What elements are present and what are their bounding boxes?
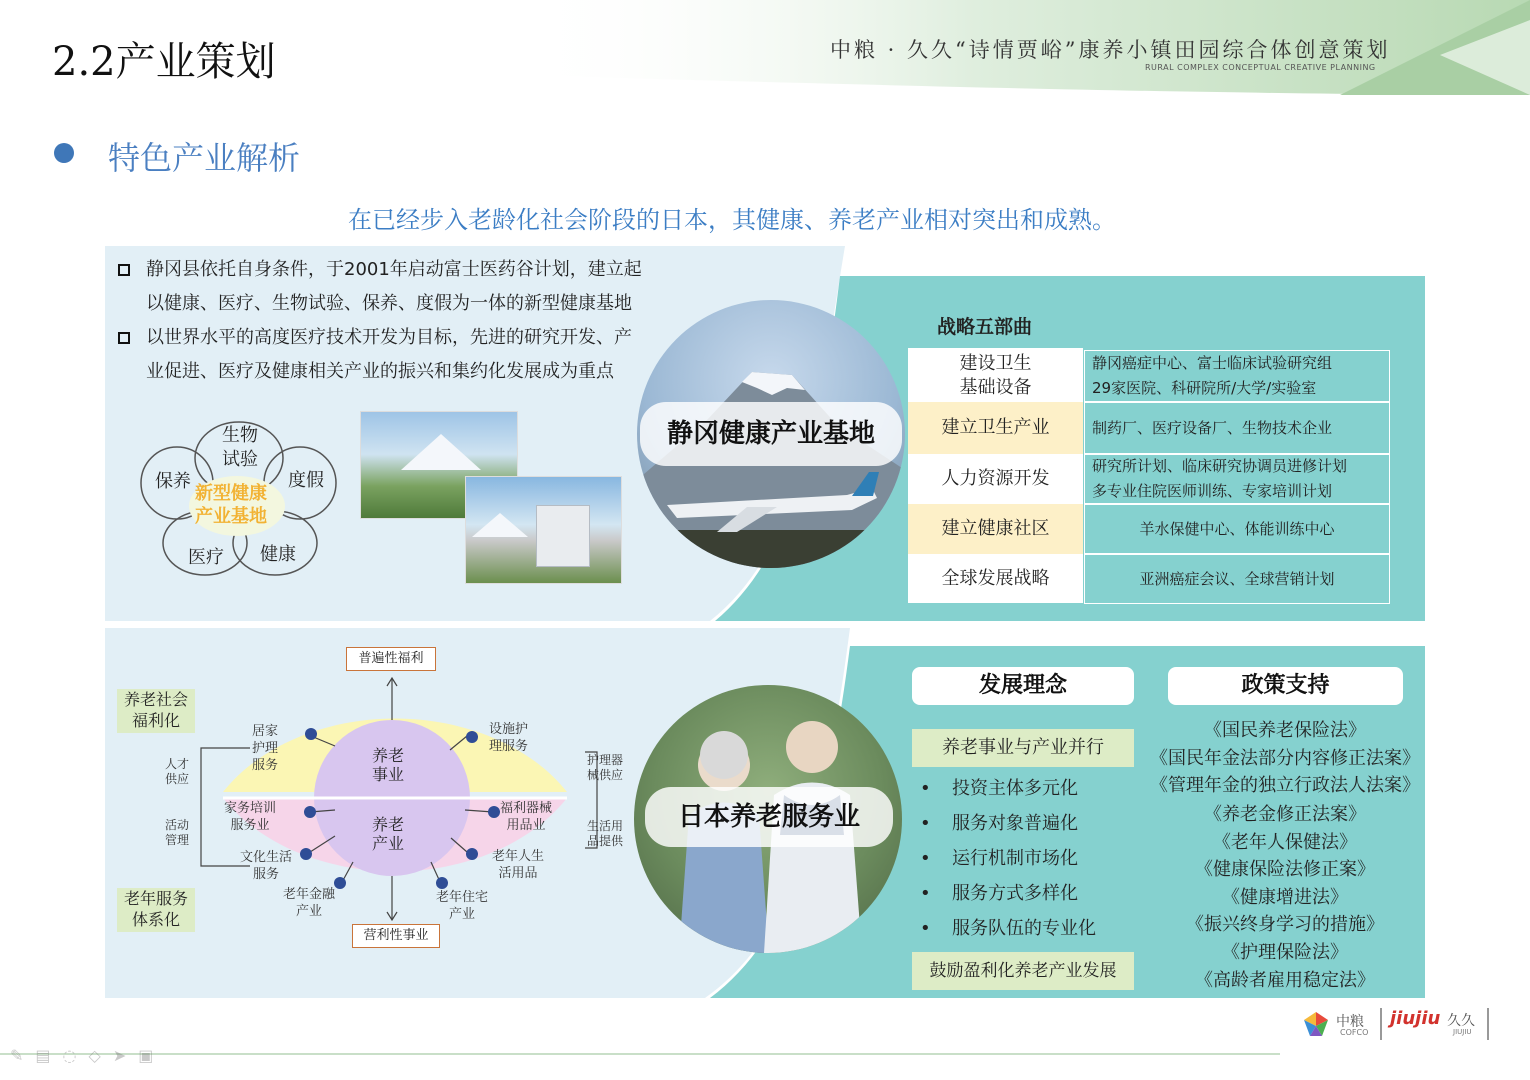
- label-home-care: 居家 护理 服务: [252, 724, 279, 773]
- dev-concept-title: 发展理念: [912, 667, 1134, 705]
- checkbox-square-icon: [118, 332, 130, 344]
- project-subtitle: RURAL COMPLEX CONCEPTUAL CREATIVE PLANNING: [1145, 63, 1376, 72]
- list-item: • 投资主体多元化: [920, 778, 1078, 799]
- flower-center-label: 新型健康 产业基地: [195, 483, 267, 527]
- label-welfare-equipment: 福利器械 用品业: [500, 801, 553, 833]
- bullet-text: 以世界水平的高度医疗技术开发为目标，先进的研究开发、产: [146, 327, 632, 348]
- strategy-row-2-title: 建立卫生产业: [908, 402, 1083, 454]
- node-dot: [304, 806, 316, 818]
- petal-medical: 医疗: [188, 547, 224, 568]
- policy-item: 《健康增进法》: [1222, 887, 1348, 908]
- node-dot: [466, 848, 478, 860]
- logo-divider: [1380, 1008, 1382, 1040]
- strategy-row-1-detail: 静冈癌症中心、富士临床试验研究组 29家医院、科研院所/大学/实验室: [1084, 350, 1390, 402]
- list-item: • 运行机制市场化: [920, 848, 1078, 869]
- bullet-item: [118, 253, 678, 321]
- strategy-row-1-title: 建设卫生 基础设备: [959, 353, 1032, 398]
- strategy-row-3-detail: 研究所计划、临床研究协调员进修计划 多专业住院医师训练、专家培训计划: [1084, 454, 1390, 504]
- policy-item: 《国民养老保险法》: [1204, 720, 1366, 741]
- strategy-title: 战略五部曲: [937, 316, 1033, 338]
- elderly-industry-label: 养老 产业: [372, 815, 405, 853]
- label-cultural-life: 文化生活 服务: [240, 850, 293, 882]
- label-finance: 老年金融 产业: [283, 887, 336, 919]
- camera-icon[interactable]: ▣: [138, 1046, 154, 1065]
- policy-item: 《高龄者雇用稳定法》: [1195, 970, 1375, 991]
- label-facility-care: 设施护 理服务: [489, 722, 529, 754]
- list-item: • 服务队伍的专业化: [920, 918, 1096, 939]
- universal-welfare-box: 普遍性福利: [346, 647, 436, 671]
- eraser-icon[interactable]: ◇: [88, 1046, 101, 1065]
- pen-icon[interactable]: ✎: [10, 1046, 24, 1065]
- strategy-row-2-detail: 制药厂、医疗设备厂、生物技术企业: [1084, 402, 1390, 454]
- strategy-row-4-detail: 羊水保健中心、体能训练中心: [1084, 504, 1390, 554]
- label-elderly-goods: 老年人生 活用品: [492, 849, 545, 881]
- list-item: • 服务对象普遍化: [920, 813, 1078, 834]
- node-dot: [466, 731, 478, 743]
- bullet-text: 静冈县依托自身条件，于2001年启动富士医药谷计划，建立起: [146, 259, 642, 280]
- footer-line: [0, 1053, 1280, 1055]
- policy-item: 《健康保险法修正案》: [1195, 859, 1375, 880]
- strategy-row-5-title: 全球发展战略: [941, 568, 1050, 589]
- shizuoka-bullets: [118, 253, 678, 389]
- project-title: 中粮 · 久久“诗情贾峪”康养小镇田园综合体创意策划: [830, 38, 1391, 62]
- policy-support-title: 政策支持: [1168, 667, 1403, 705]
- node-dot: [488, 806, 500, 818]
- page-title: 2.2产业策划: [52, 39, 276, 85]
- dev-concept-list: [920, 776, 1150, 951]
- label-talent-supply: 人才 供应: [165, 757, 190, 786]
- section-bullet: [54, 143, 74, 163]
- cofco-logo-subtext: COFCO: [1340, 1028, 1369, 1037]
- label-daily-goods-supply: 生活用 品提供: [587, 819, 624, 848]
- mountain-icon: [472, 513, 528, 537]
- strategy-row-5-detail: 亚洲癌症会议、全球营销计划: [1084, 554, 1390, 604]
- shizuoka-circle-label: 静冈健康产业基地: [640, 402, 902, 466]
- bullet-text: 以健康、医疗、生物试验、保养、度假为一体的新型健康基地: [146, 293, 632, 314]
- hospital-building-photo: [465, 476, 622, 584]
- bullet-text: 业促进、医疗及健康相关产业的振兴和集约化发展成为重点: [146, 361, 614, 382]
- building-icon: [536, 505, 590, 567]
- label-housing: 老年住宅 产业: [436, 890, 489, 922]
- logo-divider: [1487, 1008, 1489, 1040]
- node-dot: [436, 877, 448, 889]
- petal-bio-test: 生物 试验: [222, 425, 258, 470]
- dev-concept-footer: 鼓励盈利化养老产业发展: [912, 952, 1134, 990]
- label-service-system: 老年服务 体系化: [117, 888, 195, 932]
- elderly-cause-label: 养老 事业: [372, 746, 405, 784]
- intro-text: 在已经步入老龄化社会阶段的日本，其健康、养老产业相对突出和成熟。: [348, 206, 1116, 234]
- petal-health: 健康: [260, 544, 296, 565]
- jiujiu-logo-mark: jiujiu: [1390, 1008, 1441, 1029]
- comment-icon[interactable]: ◌: [62, 1046, 77, 1065]
- dev-concept-subtitle: 养老事业与产业并行: [912, 729, 1134, 767]
- list-item: • 服务方式多样化: [920, 883, 1078, 904]
- policy-item: 《国民年金法部分内容修正法案》: [1150, 748, 1420, 769]
- label-activity-management: 活动 管理: [165, 818, 190, 847]
- pointer-icon[interactable]: ➤: [112, 1046, 127, 1065]
- node-dot: [334, 877, 346, 889]
- elderly-circle-label: 日本养老服务业: [645, 787, 893, 847]
- policy-item: 《护理保险法》: [1222, 942, 1348, 963]
- policy-item: 《养老金修正法案》: [1204, 804, 1366, 825]
- jiujiu-logo-subtext: JIUJIU: [1453, 1028, 1472, 1036]
- cofco-logo-text: 中粮: [1336, 1014, 1364, 1030]
- node-dot: [300, 848, 312, 860]
- label-welfare: 养老社会 福利化: [117, 689, 195, 733]
- checkbox-square-icon: [118, 264, 130, 276]
- node-dot: [305, 728, 317, 740]
- jiujiu-logo-text: 久久: [1447, 1013, 1475, 1029]
- label-care-equipment-supply: 护理器 械供应: [587, 753, 624, 782]
- mountain-icon: [401, 434, 481, 470]
- slides-icon[interactable]: ▤: [35, 1046, 51, 1065]
- petal-vacation: 度假: [288, 470, 324, 491]
- policy-item: 《振兴终身学习的措施》: [1186, 914, 1384, 935]
- policy-item: 《老年人保健法》: [1213, 832, 1357, 853]
- policy-item: 《管理年金的独立行政法人法案》: [1150, 775, 1420, 796]
- petal-maintenance: 保养: [155, 471, 191, 492]
- for-profit-box: 营利性事业: [352, 924, 440, 948]
- cofco-logo-icon: [1302, 1010, 1330, 1038]
- slide-toolbar[interactable]: [10, 1046, 153, 1065]
- bullet-item: [118, 321, 678, 389]
- label-housekeeping: 家务培训 服务业: [224, 801, 277, 833]
- strategy-row-4-title: 建立健康社区: [908, 504, 1083, 554]
- strategy-row-3-title: 人力资源开发: [941, 468, 1050, 489]
- section-heading: 特色产业解析: [108, 139, 301, 177]
